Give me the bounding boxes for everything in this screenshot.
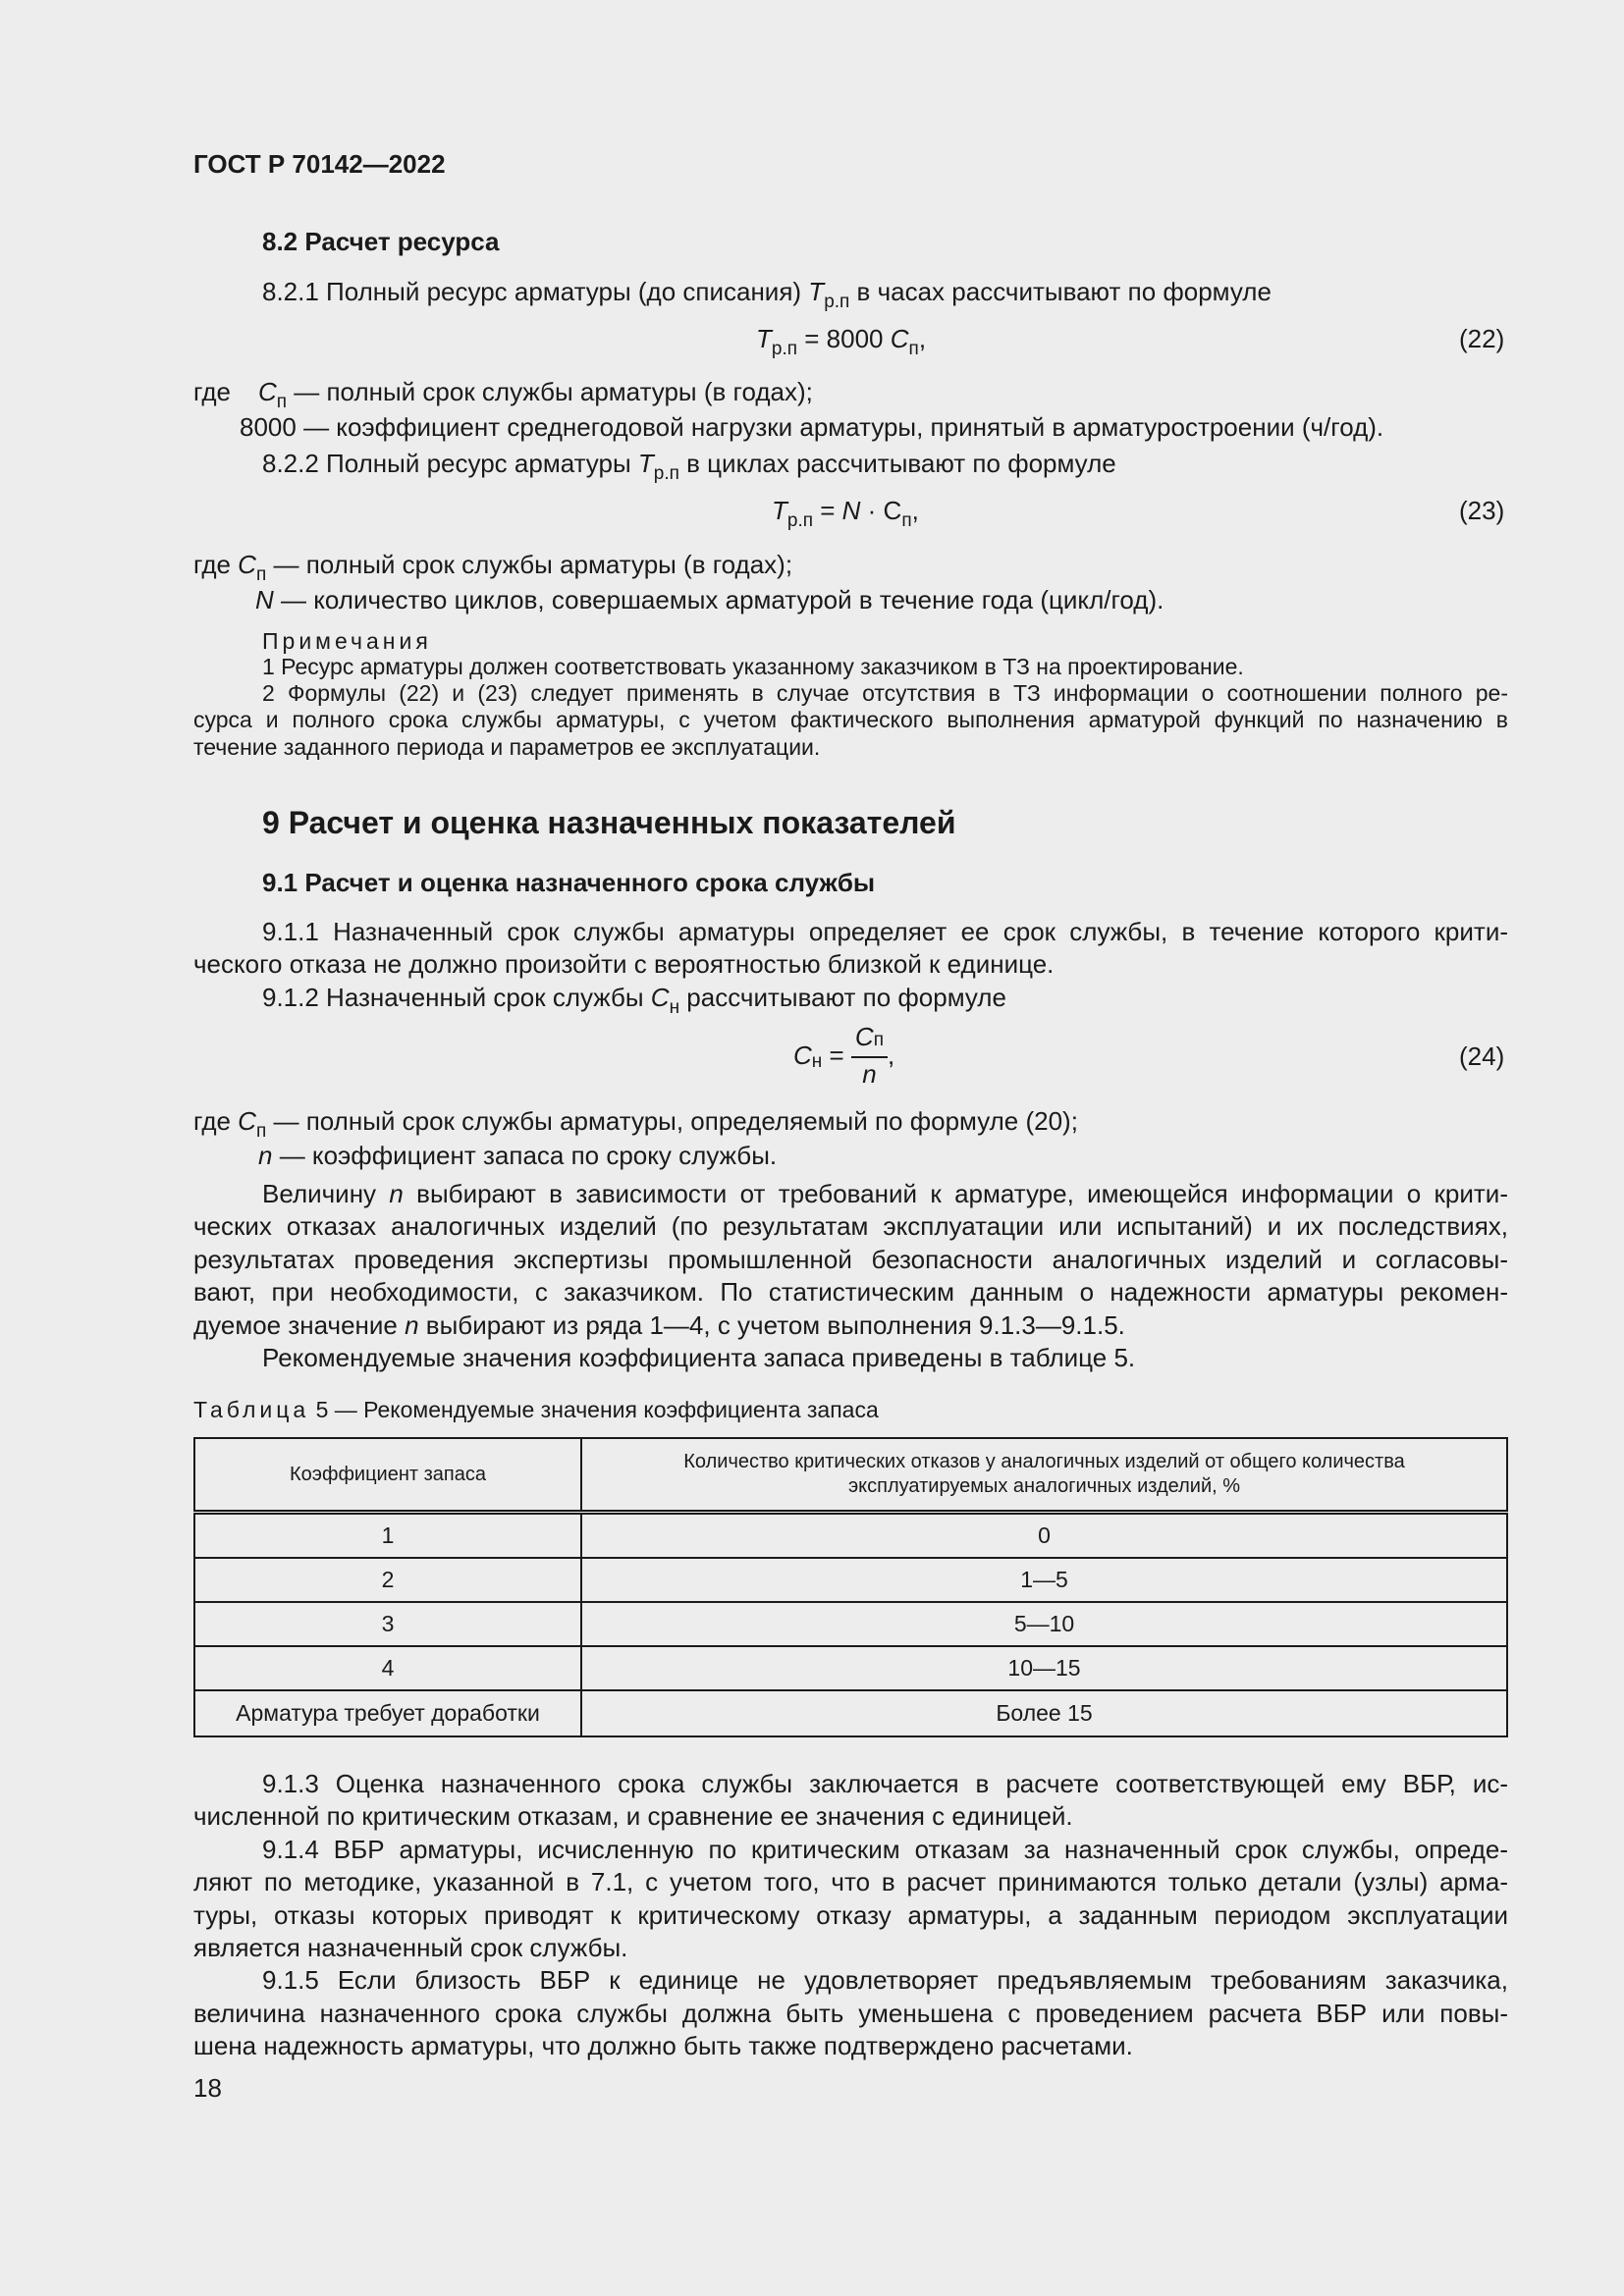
formula-24: $C_н$ = $\frac{Cп}{n}$ , xyxy=(793,1022,895,1089)
where-23-line-1: где $C_п$ — полный срок службы арматуры (в годах); xyxy=(193,550,793,585)
formula-23: $T_{р.п} = N \cdot C_п$, xyxy=(772,496,919,531)
table-cell-coefficient: 4 xyxy=(194,1646,581,1690)
paragraph-9-1-3-line-1: 9.1.3 Оценка назначенного срока службы заключается в расчете соответствующей ему ВБР, ис- xyxy=(262,1769,1508,1798)
paragraph-value-n-line-1: Величину n выбирают в зависимости от требований к арматуре, имеющейся информации о крити- xyxy=(262,1179,1508,1208)
note-2-line-1: 2 Формулы (22) и (23) следует применять в случае отсутствия в ТЗ информации о соотношении полного ре- xyxy=(262,680,1508,706)
table-header-coefficient: Коэффициент запаса xyxy=(194,1438,581,1513)
paragraph-9-1-5-line-3: шена надежность арматуры, что должно быть также подтверждено расчетами. xyxy=(193,2031,1133,2060)
paragraph-value-n-line-2: ческих отказах аналогичных изделий (по результатам эксплуатации или испытаний) и их последствиях, xyxy=(193,1211,1508,1241)
table-cell-coefficient: 3 xyxy=(194,1602,581,1646)
section-9-1-title: 9.1 Расчет и оценка назначенного срока службы xyxy=(262,868,876,897)
paragraph-9-1-3-line-2: численной по критическим отказам, и сравнение ее значения с единицей. xyxy=(193,1801,1073,1831)
paragraph-recommended: Рекомендуемые значения коэффициента запаса приведены в таблице 5. xyxy=(262,1343,1136,1372)
formula-23-number: (23) xyxy=(1459,496,1505,525)
table-cell-failures: 5—10 xyxy=(581,1602,1507,1646)
paragraph-9-1-1-line-2: ческого отказа не должно произойти с вероятностью близкой к единице. xyxy=(193,949,1055,979)
section-8-2-title: 8.2 Расчет ресурса xyxy=(262,227,500,256)
document-id: ГОСТ Р 70142—2022 xyxy=(193,149,446,179)
paragraph-8-2-2: 8.2.2 Полный ресурс арматуры $T_{р.п}$ в циклах рассчитывают по формуле xyxy=(262,449,1116,484)
where-23-line-2: N — количество циклов, совершаемых арматурой в течение года (цикл/год). xyxy=(255,585,1164,614)
paragraph-9-1-4-line-3: туры, отказы которых приводят к критическому отказу арматуры, а заданным периодом эксплуатации xyxy=(193,1900,1508,1930)
page-number: 18 xyxy=(193,2073,222,2103)
paragraph-9-1-4-line-1: 9.1.4 ВБР арматуры, исчисленную по критическим отказам за назначенный срок службы, опреде- xyxy=(262,1835,1508,1864)
table-header-failures: Количество критических отказов у аналогичных изделий от общего количества эксплуатируемых аналогичных изделий, % xyxy=(581,1438,1507,1513)
table-cell-coefficient: Арматура требует доработки xyxy=(194,1690,581,1736)
where-24-line-2: n — коэффициент запаса по сроку службы. xyxy=(258,1141,778,1170)
table-5 xyxy=(193,1437,1508,1737)
table-header-row xyxy=(194,1438,1507,1513)
formula-22: $T_{р.п} = 8000$ $C_п$, xyxy=(756,324,927,359)
formula-24-fraction: $\frac{Cп}{n}$ xyxy=(851,1021,888,1090)
table-row xyxy=(194,1690,1507,1736)
where-22-line-1: где $C_п$ — полный срок службы арматуры (в годах); xyxy=(193,377,813,412)
paragraph-8-2-1: 8.2.1 Полный ресурс арматуры (до списания) $T_{р.п}$ в часах рассчитывают по формуле xyxy=(262,277,1272,312)
paragraph-9-1-5-line-1: 9.1.5 Если близость ВБР к единице не удовлетворяет предъявляемым требованиям заказчика, xyxy=(262,1965,1508,1995)
where-24-line-1: где $C_п$ — полный срок службы арматуры, определяемый по формуле (20); xyxy=(193,1106,1078,1142)
note-1: 1 Ресурс арматуры должен соответствовать указанному заказчиком в ТЗ на проектирование. xyxy=(262,654,1244,679)
table-cell-failures: 1—5 xyxy=(581,1558,1507,1602)
table-cell-failures: 0 xyxy=(581,1513,1507,1559)
paragraph-9-1-5-line-2: величина назначенного срока службы должна быть уменьшена с проведением расчета ВБР или повы- xyxy=(193,1999,1508,2028)
formula-22-number: (22) xyxy=(1459,324,1505,353)
paragraph-value-n-line-3: результатах проведения экспертизы промышленной безопасности аналогичных изделий и согласовы- xyxy=(193,1245,1508,1274)
table-cell-failures: Более 15 xyxy=(581,1690,1507,1736)
table-cell-coefficient: 2 xyxy=(194,1558,581,1602)
section-9-title: 9 Расчет и оценка назначенных показателей xyxy=(262,805,956,840)
formula-24-number: (24) xyxy=(1459,1041,1505,1071)
table-row xyxy=(194,1602,1507,1646)
table-row xyxy=(194,1558,1507,1602)
paragraph-9-1-1-line-1: 9.1.1 Назначенный срок службы арматуры определяет ее срок службы, в течение которого крити- xyxy=(262,917,1508,946)
paragraph-9-1-2: 9.1.2 Назначенный срок службы $C_н$ рассчитывают по формуле xyxy=(262,983,1006,1018)
paragraph-value-n-line-5: дуемое значение n выбирают из ряда 1—4, с учетом выполнения 9.1.3—9.1.5. xyxy=(193,1310,1125,1340)
where-22-line-2: 8000 — коэффициент среднегодовой нагрузки арматуры, принятый в арматуростроении (ч/год). xyxy=(240,412,1384,442)
paragraph-9-1-4-line-4: является назначенный срок службы. xyxy=(193,1933,628,1962)
note-2-line-3: течение заданного периода и параметров ее эксплуатации. xyxy=(193,734,821,760)
paragraph-value-n-line-4: вают, при необходимости, с заказчиком. По статистическим данным о надежности арматуры рекомен- xyxy=(193,1277,1508,1307)
table-row xyxy=(194,1646,1507,1690)
note-2-line-2: сурса и полного срока службы арматуры, с учетом фактического выполнения арматурой функций по назначению в xyxy=(193,707,1508,732)
paragraph-9-1-4-line-2: ляют по методике, указанной в 7.1, с учетом того, что в расчет принимаются только детали (узлы) арма- xyxy=(193,1867,1508,1896)
table-5-caption: Таблица 5 — Рекомендуемые значения коэффициента запаса xyxy=(193,1397,879,1422)
table-cell-failures: 10—15 xyxy=(581,1646,1507,1690)
table-row xyxy=(194,1513,1507,1559)
notes-title: Примечания xyxy=(262,628,432,654)
table-cell-coefficient: 1 xyxy=(194,1513,581,1559)
